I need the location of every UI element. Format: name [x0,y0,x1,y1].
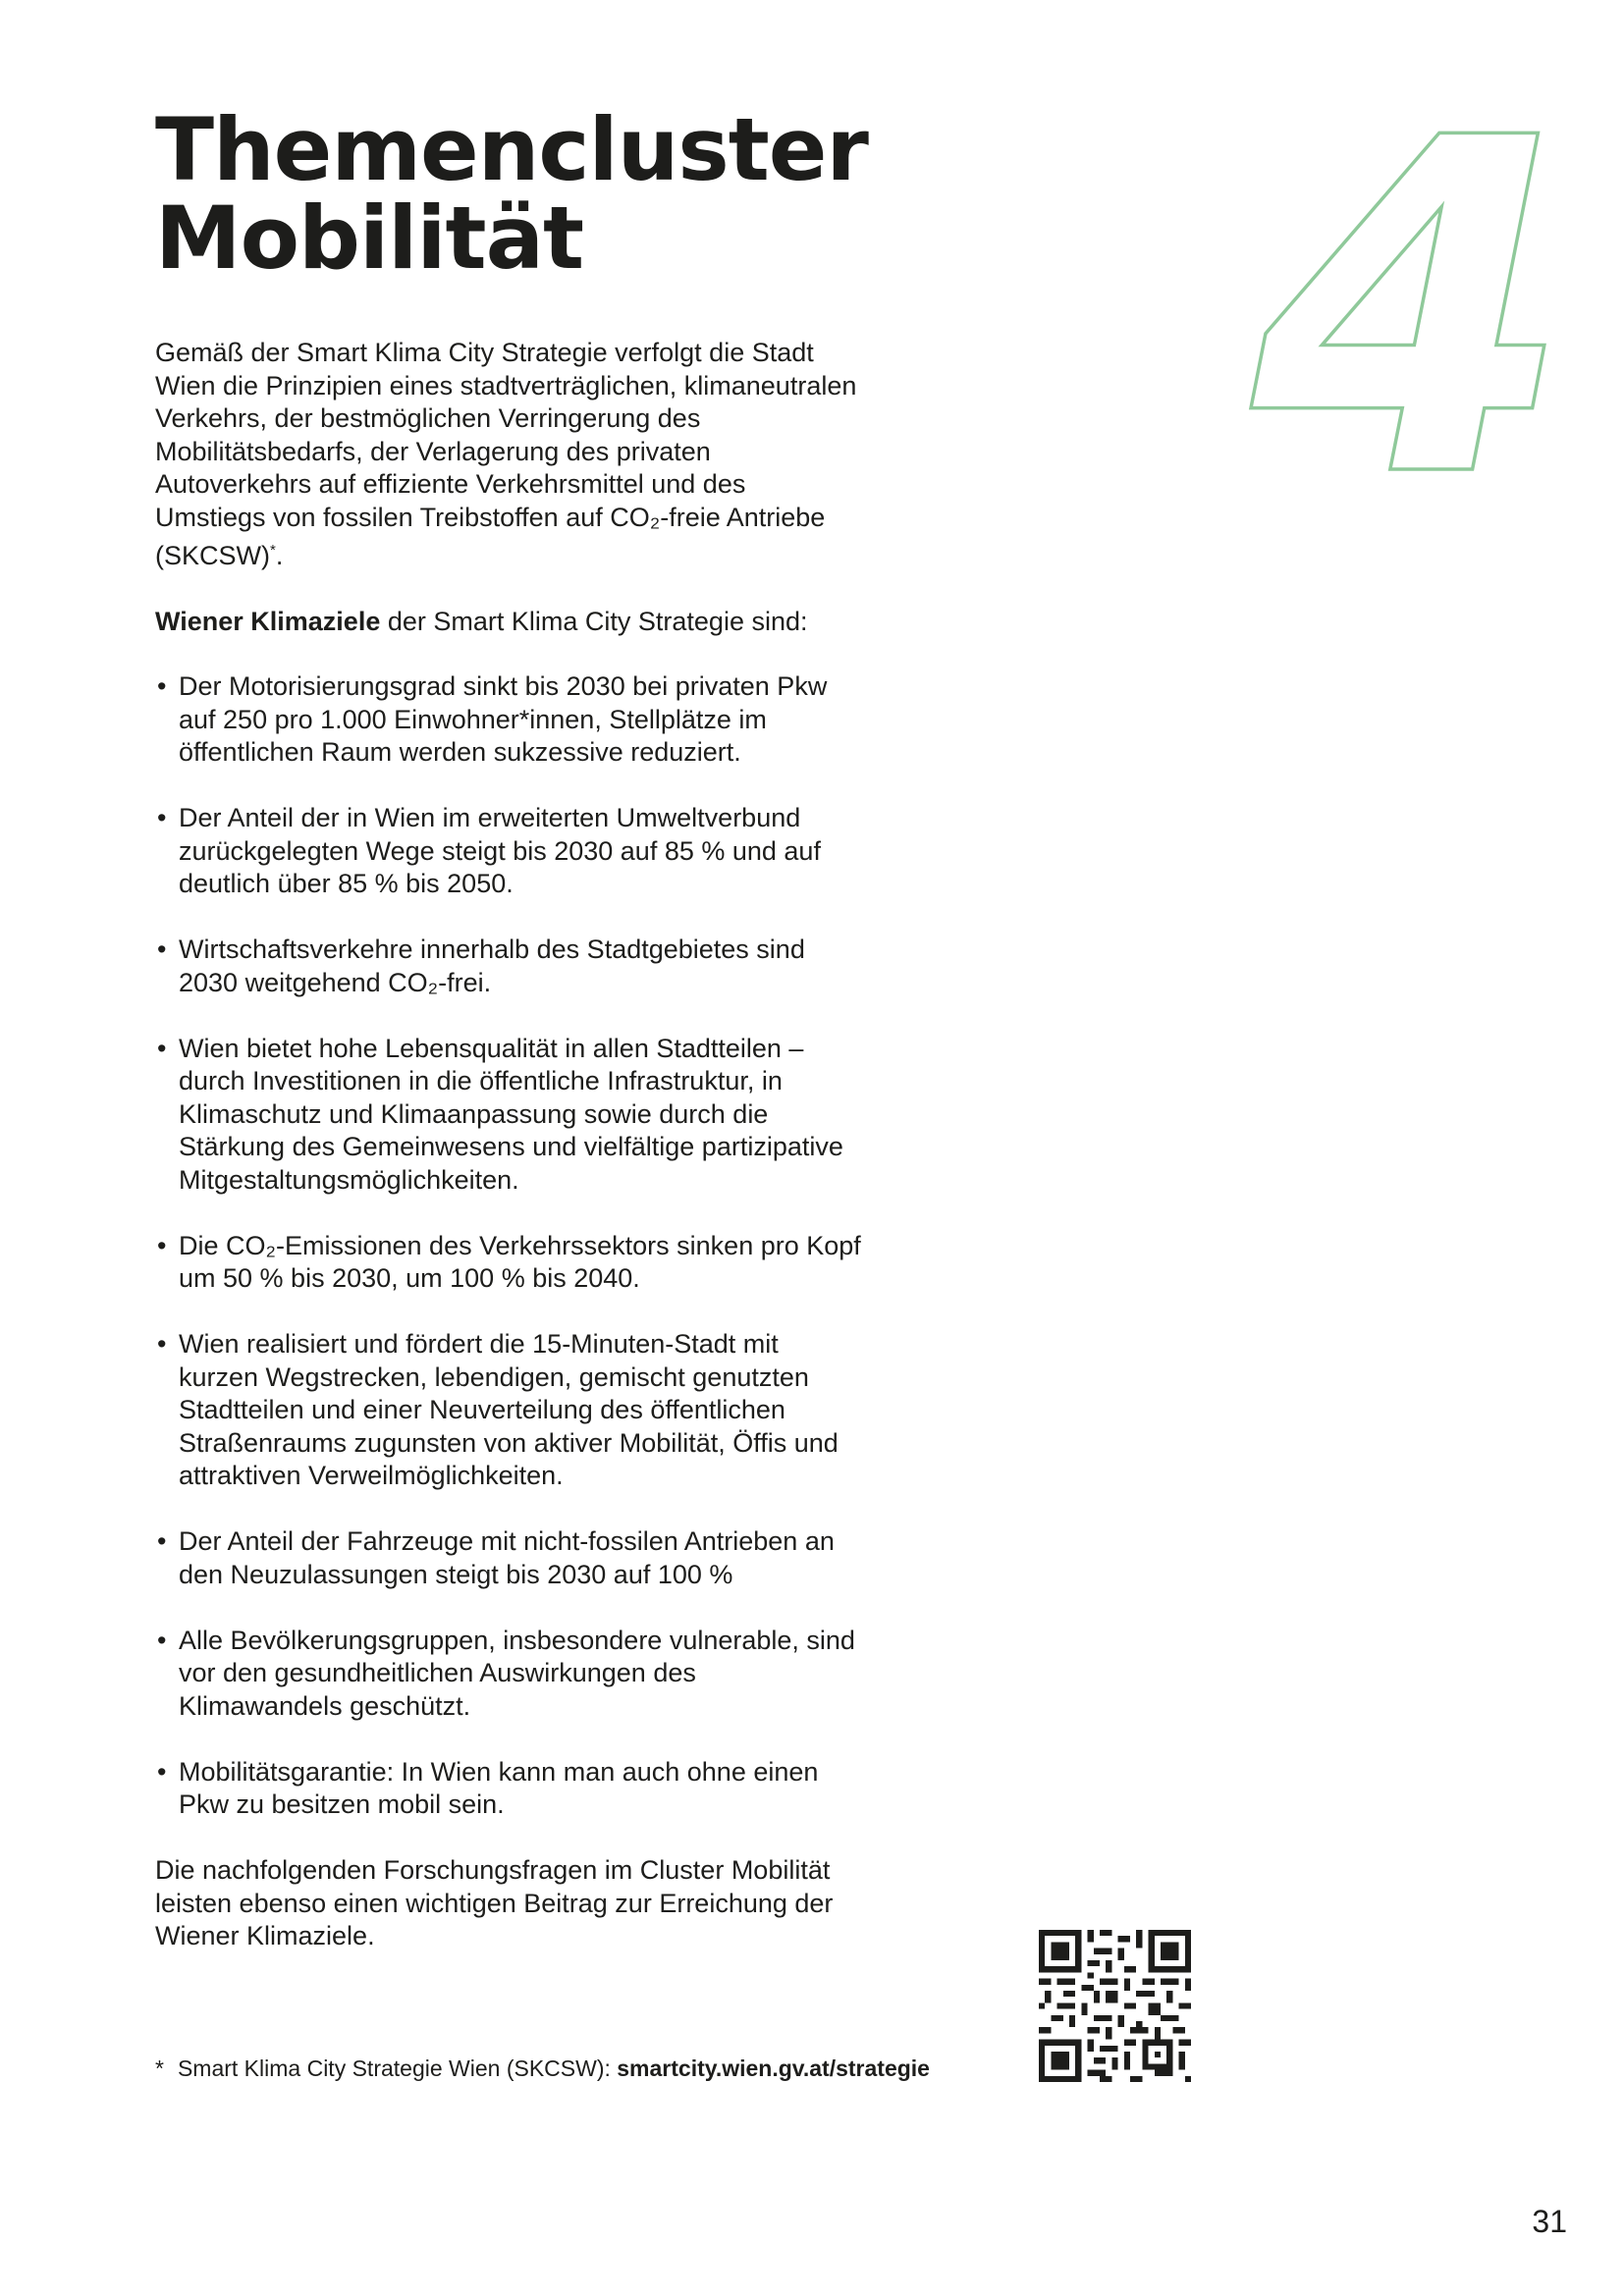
intro-paragraph [155,337,862,573]
intro-footnote-mark: * [270,542,276,559]
intro-end: . [275,541,284,570]
page-title [155,99,868,289]
goal-item: • Die CO₂-Emissionen des Verkehrssektors sinken pro Kopf um 50 % bis 2030, um 100 % bis 2040. [155,1230,862,1296]
goal-item: • Mobilitätsgarantie: In Wien kann man auch ohne einen Pkw zu besitzen mobil sein. [155,1756,862,1822]
goal-item: • Wien realisiert und fördert die 15-Minuten-Stadt mit kurzen Wegstrecken, lebendigen, gemischt genutzten Stadtteilen und einer Neuverteilung des öffentlichen Straßenraums zugunsten von aktiver Mobilität, Öffis und attraktiven Verweilmöglichkeiten. [155,1328,862,1493]
chapter-number: 4 [1251,116,1573,489]
goals-heading [155,606,862,639]
chapter-number-outline [1247,116,1581,489]
goal-item: • Der Anteil der Fahrzeuge mit nicht-fossilen Antrieben an den Neuzulassungen steigt bis 2030 auf 100 % [155,1525,862,1591]
goal-item: • Der Anteil der in Wien im erweiterten Umweltverbund zurückgelegten Wege steigt bis 2030 auf 85 % und auf deutlich über 85 % bis 2050. [155,802,862,901]
goals-list [155,670,862,1822]
goal-item: • Wien bietet hohe Lebensqualität in allen Stadtteilen – durch Investitionen in die öffentliche Infrastruktur, in Klimaschutz und Klimaanpassung sowie durch die Stärkung des Gemeinwesens und vielfältige partizipative Mitgestaltungsmöglichkeiten. [155,1033,862,1198]
title-line-2: Mobilität [155,187,584,289]
goal-item: • Der Motorisierungsgrad sinkt bis 2030 bei privaten Pkw auf 250 pro 1.000 Einwohner*innen, Stellplätze im öffentlichen Raum werden sukzessive reduziert. [155,670,862,770]
outro-paragraph: Die nachfolgenden Forschungsfragen im Cluster Mobilität leisten ebenso einen wichtigen Beitrag zur Erreichung der Wiener Klimaziele. [155,1855,834,1950]
footnote [155,2054,930,2083]
goal-item: • Wirtschaftsverkehre innerhalb des Stadtgebietes sind 2030 weitgehend CO₂-frei. [155,934,862,999]
qr-code-icon[interactable] [1039,1930,1191,2082]
footnote-marker: * [155,2056,164,2081]
goals-heading-rest: der Smart Klima City Strategie sind: [380,606,808,636]
intro-text: Gemäß der Smart Klima City Strategie verfolgt die Stadt Wien die Prinzipien eines stadtverträglichen, klimaneutralen Verkehrs, der bestmöglichen Verringerung des Mobilitätsbedarfs, der Verlagerung des privaten Autoverkehrs auf effiziente Verkehrsmittel und des Umstiegs von fossilen Treibstoffen auf CO₂-freie Antriebe (SKCSW) [155,338,857,570]
footnote-text: Smart Klima City Strategie Wien (SKCSW): [177,2056,618,2081]
goals-heading-bold: Wiener Klimaziele [155,606,381,636]
footnote-link[interactable]: smartcity.wien.gv.at/strategie [617,2056,930,2081]
goal-item: • Alle Bevölkerungsgruppen, insbesondere vulnerable, sind vor den gesundheitlichen Auswirkungen des Klimawandels geschützt. [155,1625,862,1724]
main-text-column [155,337,862,1953]
page-number: 31 [1532,2204,1567,2239]
title-line-1: Themencluster [155,99,868,200]
